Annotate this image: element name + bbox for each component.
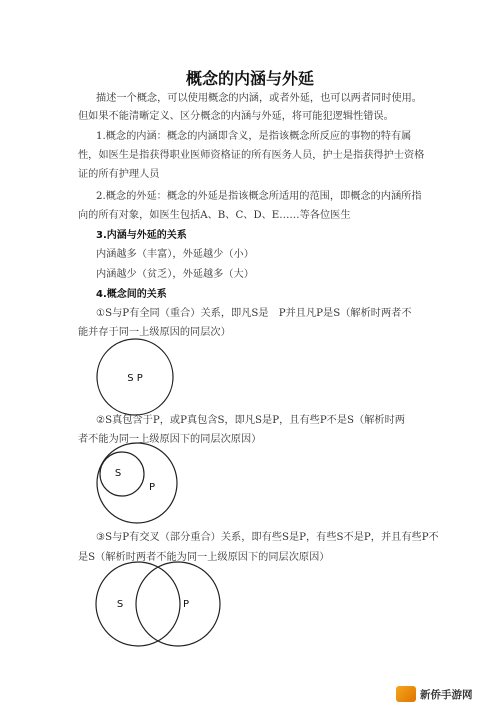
relation-3-line-2: 是S（解析时两者不能为同一上级原因下的同层次原因） xyxy=(78,552,330,563)
relation-3-line-1: ③S与P有交叉（部分重合）关系，即有些S是P，有些S不是P，并且有些P不 xyxy=(96,532,439,543)
section-1-line-1: 1.概念的内涵：概念的内涵即含义，是指该概念所反应的事物的特有属 xyxy=(96,131,412,142)
section-4-heading: 4.概念间的关系 xyxy=(96,289,167,300)
document-title: 概念的内涵与外延 xyxy=(185,69,314,88)
section-2-line-2: 向的所有对象，如医生包括A、B、C、D、E……等各位医生 xyxy=(78,210,351,221)
circle-p xyxy=(97,443,177,523)
section-3-heading: 3.内涵与外延的关系 xyxy=(96,230,187,241)
section-1-line-2: 性，如医生是指获得职业医师资格证的所有医务人员，护士是指获得护士资格 xyxy=(78,150,425,161)
diagram-2-s-label: S xyxy=(114,468,122,479)
circle-s-overlap xyxy=(96,562,180,646)
paragraph-intro-line-1: 描述一个概念，可以使用概念的内涵，或者外延，也可以两者同时使用。 xyxy=(96,93,422,104)
section-3-line-2: 内涵越少（贫乏），外延越多（大） xyxy=(96,269,254,280)
relation-1-line-1: ①S与P有全同（重合）关系，即凡S是 P并且凡P是S（解析时两者不 xyxy=(96,308,412,319)
circle-p-overlap xyxy=(136,562,220,646)
diagram-inclusion xyxy=(97,443,177,523)
paragraph-intro-line-2: 但如果不能清晰定义、区分概念的内涵与外延，将可能犯逻辑性错误。 xyxy=(78,111,394,122)
diagram-2-p-label: P xyxy=(148,482,156,493)
diagram-3-p-label: P xyxy=(182,599,190,610)
relation-1-line-2: 能并存于同一上级原因的同层次） xyxy=(78,327,231,338)
watermark-logo xyxy=(396,684,496,704)
diagram-1-label: S P xyxy=(127,373,143,384)
logo-icon xyxy=(396,686,416,702)
section-1-line-3: 证的所有护理人员 xyxy=(78,169,160,180)
circle-s xyxy=(100,452,144,496)
watermark-text: 新侨手游网 xyxy=(420,688,473,701)
diagram-identical xyxy=(97,339,173,415)
section-3-line-1: 内涵越多（丰富），外延越少（小） xyxy=(96,249,254,260)
section-2-line-1: 2.概念的外延：概念的外延是指该概念所适用的范围，即概念的内涵所指 xyxy=(96,191,422,202)
diagram-overlap xyxy=(96,562,220,646)
relation-2-line-1: ②S真包含于P，或P真包含S，即凡S是P，且有些P不是S（解析时两 xyxy=(96,415,405,426)
diagram-3-s-label: S xyxy=(116,599,124,610)
relation-2-line-2: 者不能为同一上级原因下的同层次原因） xyxy=(78,434,262,445)
